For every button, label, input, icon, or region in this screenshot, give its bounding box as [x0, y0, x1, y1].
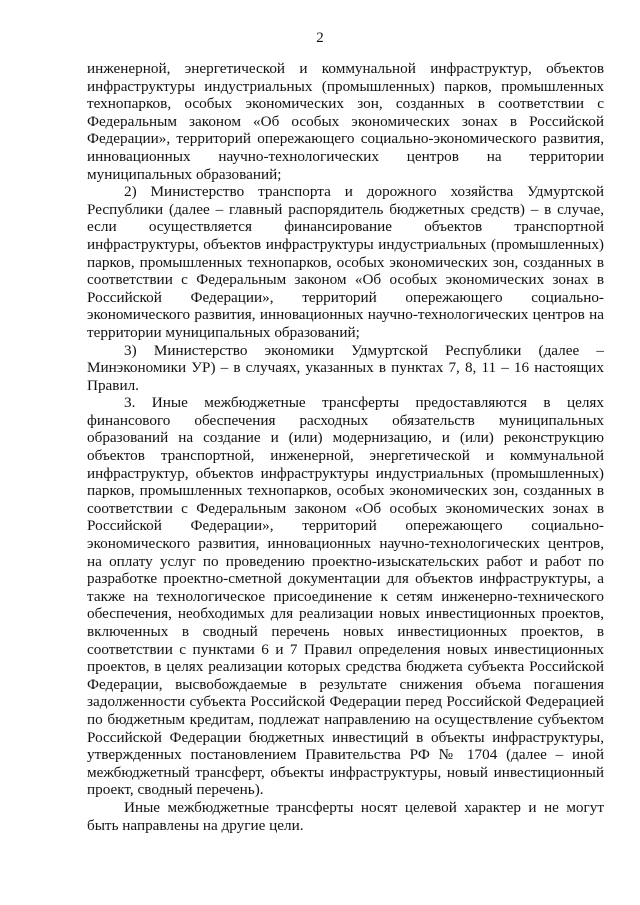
paragraph-closing: Иные межбюджетные трансферты носят целевой характер и не могут быть направлены на другие цели.	[87, 798, 604, 834]
paragraph-item-2: 2) Министерство транспорта и дорожного хозяйства Удмуртской Республики (далее – главный распорядитель бюджетных средств) – в случае, если осуществляется финансирование объектов транспортной инфраструктуры, объектов инфраструктуры индустриальных (промышленных) парков, промышленных технопарков, особых экономических зон, созданных в соответствии с Федеральным законом «Об особых экономических зонах в Российской Федерации», территорий опережающего социально-экономического развития, инновационных научно-технологических центров на территории муниципальных образований;	[87, 183, 604, 341]
page-number: 2	[316, 30, 324, 46]
paragraph-section-3: 3. Иные межбюджетные трансферты предоставляются в целях финансового обеспечения расходных обязательств муниципальных образований на создание и (или) модернизацию, и (или) реконструкцию объектов транспортной, инженерной, энергетической и коммунальной инфраструктур, объектов инфраструктуры индустриальных (промышленных) парков, промышленных технопарков, особых экономических зон, созданных в соответствии с Федеральным законом «Об особых экономических зонах в Российской Федерации», территорий опережающего социально-экономического развития, инновационных научно-технологических центров, на оплату услуг по проведению проектно-изыскательских работ и работ по разработке проектно-сметной документации для объектов инфраструктуры, а также на технологическое присоединение к сетям инженерно-технического обеспечения, необходимых для реализации новых инвестиционных проектов, включенных в сводный перечень новых инвестиционных проектов, в соответствии с пунктами 6 и 7 Правил определения новых инвестиционных проектов, в целях реализации которых средства бюджета субъекта Российской Федерации, высвобождаемые в результате снижения объема погашения задолженности субъекта Российской Федерации перед Российской Федерацией по бюджетным кредитам, подлежат направлению на осуществление субъектом Российской Федерации бюджетных инвестиций в объекты инфраструктуры, утвержденных постановлением Правительства РФ № 1704 (далее – иной межбюджетный трансферт, объекты инфраструктуры, новый инвестиционный проект, сводный перечень).	[87, 394, 604, 799]
paragraph-continuation: инженерной, энергетической и коммунальной инфраструктур, объектов инфраструктуры индустриальных (промышленных) парков, промышленных технопарков, особых экономических зон, созданных в соответствии с Федеральным законом «Об особых экономических зонах в Российской Федерации», территорий опережающего социально-экономического развития, инновационных научно-технологических центров на территории муниципальных образований;	[87, 60, 604, 183]
paragraph-item-3: 3) Министерство экономики Удмуртской Республики (далее – Минэкономики УР) – в случаях, указанных в пунктах 7, 8, 11 – 16 настоящих Правил.	[87, 341, 604, 394]
document-body	[87, 60, 604, 834]
